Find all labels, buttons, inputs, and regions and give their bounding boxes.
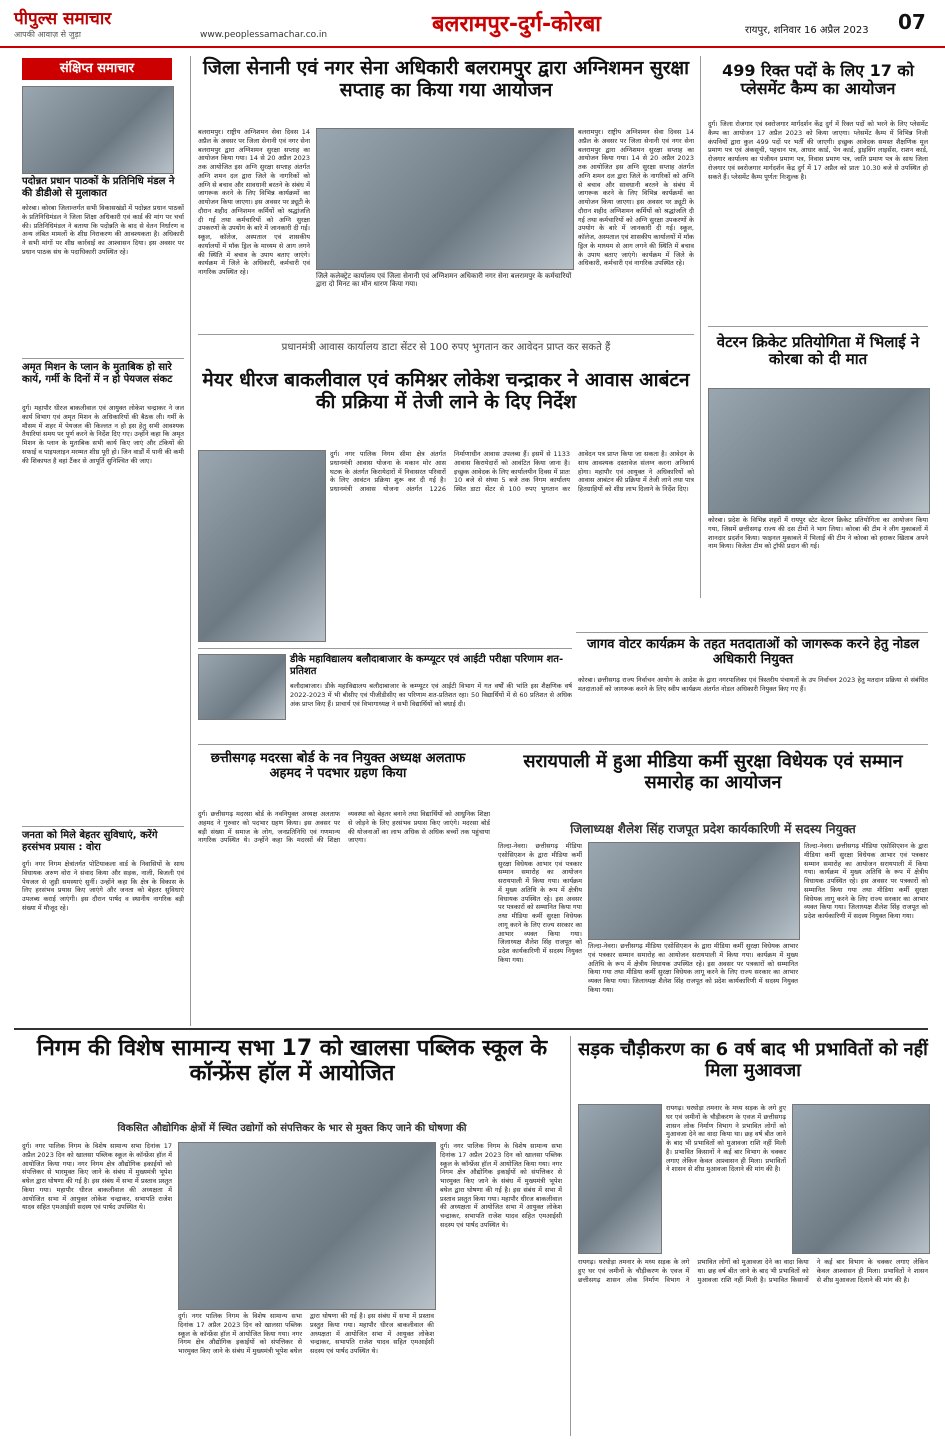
section-rule [14,1028,928,1030]
story2-headline: 499 रिक्त पदों के लिए 17 को प्लेसमेंट कैम्प का आयोजन [722,61,914,99]
divider [576,632,928,633]
divider [198,744,928,745]
story3-body: दुर्ग। नगर पालिक निगम सीमा क्षेत्र अंतर्गत प्रधानमंत्री आवास योजना के मकान मोर आस घटक के अंतर्गत किरायेदारों में निवासरत परिवारों के लिए आवंटन प्रक्रिया शुरू कर दी गई है। प्रधानमंत्री आवास योजना अंतर्गत 1226 निर्माणाधीन आवास उपलब्ध हैं। इसमें से 1133 आवास किरायेदारों को आवंटित किया जाना है। इच्छुक आवेदक के लिए कार्यालयीन दिवस में प्रातः 10 बजे से संध्या 5 बजे तक निगम कार्यालय स्थित डाटा सेंटर से 100 रुपए भुगतान कर आवेदन पत्र प्राप्त किया जा सकता है। आवेदन के साथ आवश्यक दस्तावेज संलग्न करना अनिवार्य होगा। महापौर एवं आयुक्त ने अधिकारियों को आवास आबंटन की प्रक्रिया में तेजी लाने तथा पात्र हितग्राहियों को शीघ्र लाभ दिलाने के निर्देश दिए। [330,450,694,494]
story3-headline: मेयर धीरज बाकलीवाल एवं कमिश्नर लोकेश चन्द्राकर ने आवास आबंटन की प्रक्रिया में तेजी लाने के दिए निर्देश [202,369,690,413]
story9-body-col3: दुर्ग। नगर पालिक निगम के विशेष सामान्य सभा दिनांक 17 अप्रैल 2023 दिन को खालसा पब्लिक स्कूल के कॉन्फ्रेंस हॉल में आयोजित किया गया। नगर निगम क्षेत्र औद्योगिक इकाईयों को संपत्तिकर से भारमुक्त किए जाने के संबंध में मुख्यमंत्री भूपेश बघेल द्वारा घोषणा की गई है। इस संबंध में सभा में प्रस्ताव प्रस्तुत किया गया। महापौर धीरज बाकलीवाल की अध्यक्षता में आयोजित सभा में आयुक्त लोकेश चन्द्राकर, सभापति राजेश यादव सहित एमआईसी सदस्य एवं पार्षद उपस्थित थे। [440,1142,562,1229]
story10-body: रायगढ़। घरघोड़ा तमनार के मध्य सड़क के लगे हुए घर एवं जमीनों के चौड़ीकरण के एवज में छत्तीसगढ़ शासन लोक निर्माण विभाग ने प्रभावित लोगों को मुआवजा देने का वादा किया था। छह वर्ष बीत जाने के बाद भी प्रभावितों को मुआवजा राशि नहीं मिली है। प्रभावित किसानों ने कई बार विभाग के चक्कर लगाए लेकिन केवल आश्वासन ही मिला। प्रभावितों ने शासन से शीघ्र मुआवजा दिलाने की मांग की है। [666,1104,786,1174]
story9-headline: निगम की विशेष सामान्य सभा 17 को खालसा पब्लिक स्कूल के कॉन्फ्रेंस हॉल में आयोजित [36,1036,548,1087]
column-divider [190,56,191,1026]
story3-kicker: प्रधानमंत्री आवास कार्यालय डाटा सेंटर से 100 रुपए भुगतान कर आवेदन प्राप्त कर सकते हैं [281,342,611,353]
story3-photo [198,450,326,642]
story9-body: दुर्ग। नगर पालिक निगम के विशेष सामान्य सभा दिनांक 17 अप्रैल 2023 दिन को खालसा पब्लिक स्कूल के कॉन्फ्रेंस हॉल में आयोजित किया गया। नगर निगम क्षेत्र औद्योगिक इकाईयों को संपत्तिकर से भारमुक्त किए जाने के संबंध में मुख्यमंत्री भूपेश बघेल द्वारा घोषणा की गई है। इस संबंध में सभा में प्रस्ताव प्रस्तुत किया गया। महापौर धीरज बाकलीवाल की अध्यक्षता में आयोजित सभा में आयुक्त लोकेश चन्द्राकर, सभापति राजेश यादव सहित एमआईसी सदस्य एवं पार्षद उपस्थित थे। [22,1142,172,1212]
story5-body: कोरबा। छत्तीसगढ़ राज्य निर्वाचन आयोग के आदेश के द्वारा नगरपालिका एवं त्रिस्तरीय पंचायतों के उप निर्वाचन 2023 हेतु मतदान प्रक्रिया से संबंधित मतदाताओं को जागरूक करने के लिए स्वीप कार्यक्रम अंतर्गत नोडल अधिकारी नियुक्त किए गए हैं। [578,676,928,693]
story8-headline: सरायपाली में हुआ मीडिया कर्मी सुरक्षा विधेयक एवं सम्मान समारोह का आयोजन [523,751,903,793]
story6-body: बलौदाबाजार। डीके महाविद्यालय बलौदाबाजार के कम्प्यूटर एवं आईटी विभाग में गत वर्षों की भांति इस शैक्षणिक वर्ष 2022-2023 में भी बीसीए एवं पीजीडीसीए का परिणाम शत-प्रतिशत रहा। 50 विद्यार्थियों में से 60 प्रतिशत से अधिक अंक प्राप्त किए हैं। प्राचार्य एवं विभागाध्यक्ष ने सभी विद्यार्थियों को बधाई दी। [290,682,572,708]
divider [198,648,572,649]
story4-photo [708,388,930,514]
story4-body: कोरबा। प्रदेश के विभिन्न शहरों में रायपुर स्टेट वेटरन क्रिकेट प्रतियोगिता का आयोजन किया गया, जिसमें छत्तीसगढ़ राज्य की दस टीमों ने भाग लिया। कोरबा की टीम ने लीग मुकाबलों में शानदार प्रदर्शन किया। फाइनल मुकाबले में भिलाई की टीम ने कोरबा को हराकर खिताब अपने नाम किया। विजेता टीम को ट्रॉफी प्रदान की गई। [708,516,928,551]
story1-headline: जिला सेनानी एवं नगर सेना अधिकारी बलरामपुर द्वारा अग्निशमन सुरक्षा सप्ताह का किया गया आयोजन [202,57,690,101]
divider [22,826,184,827]
column-divider [700,56,701,598]
story10-photo-small [578,1104,662,1254]
brief-headline-3: जनता को मिले बेहतर सुविधाएं, करेंगे हरसंभव प्रयास : वोरा [22,830,158,853]
story7-body: दुर्ग। छत्तीसगढ़ मदरसा बोर्ड के नवनियुक्त अध्यक्ष अलताफ अहमद ने गुरुवार को पदभार ग्रहण किया। इस अवसर पर बड़ी संख्या में समाज के लोग, जनप्रतिनिधि एवं गणमान्य नागरिक उपस्थित थे। उन्होंने कहा कि मदरसों की शिक्षा व्यवस्था को बेहतर बनाने तथा विद्यार्थियों को आधुनिक शिक्षा से जोड़ने के लिए हरसंभव प्रयास किए जाएंगे। मदरसा बोर्ड की योजनाओं का लाभ अधिक से अधिक बच्चों तक पहुंचाया जाएगा। [198,810,490,845]
story7-headline: छत्तीसगढ़ मदरसा बोर्ड के नव नियुक्त अध्यक्ष अलताफ अहमद ने पदभार ग्रहण किया [210,751,466,781]
brief-body-1: कोरबा। कोरबा जिलान्तर्गत सभी विकासखंडों में पदोन्नत प्रधान पाठकों के प्रतिनिधिमंडल ने जिला शिक्षा अधिकारी एवं कार्ड की मांग पर चर्चा की। प्रतिनिधिमंडल ने बताया कि पदोन्नति के बाद से वेतन निर्धारण व अन्य लंबित मामलों के शीघ्र निराकरण की आवश्यकता है। अधिकारी ने सभी मांगों पर शीघ्र कार्रवाई का आश्वासन दिया। इस अवसर पर प्रधान पाठक संघ के पदाधिकारी उपस्थित रहे। [22,204,184,256]
page-number: 07 [898,10,926,34]
column-divider [570,1036,571,1436]
story8-body-col3: तिल्दा-नेवरा। छत्तीसगढ़ मीडिया एसोसिएशन के द्वारा मीडिया कर्मी सुरक्षा विधेयक आभार एवं पत्रकार सम्मान समारोह का आयोजन सरायपाली में किया गया। कार्यक्रम में मुख्य अतिथि के रूप में क्षेत्रीय विधायक उपस्थित रहे। इस अवसर पर पत्रकारों को सम्मानित किया गया तथा मीडिया कर्मी सुरक्षा विधेयक लागू करने के लिए राज्य सरकार का आभार व्यक्त किया गया। जिलाध्यक्ष शैलेश सिंह राजपूत को प्रदेश कार्यकारिणी में सदस्य नियुक्त किया गया। [804,842,928,921]
divider [708,326,928,327]
brief-body-3: दुर्ग। नगर निगम क्षेत्रांतर्गत पोटियाकला वार्ड के निवासियों के साथ विधायक अरुण वोरा ने संवाद किया और सड़क, नाली, बिजली एवं पेयजल से जुड़ी समस्याएं सुनीं। उन्होंने कहा कि क्षेत्र के विकास के लिए हरसंभव प्रयास किए जाएंगे और जनता को बेहतर सुविधाएं उपलब्ध कराई जाएंगी। इस दौरान पार्षद व स्थानीय नागरिक बड़ी संख्या में मौजूद रहे। [22,860,184,912]
divider [198,334,694,335]
story9-body-cont: दुर्ग। नगर पालिक निगम के विशेष सामान्य सभा दिनांक 17 अप्रैल 2023 दिन को खालसा पब्लिक स्कूल के कॉन्फ्रेंस हॉल में आयोजित किया गया। नगर निगम क्षेत्र औद्योगिक इकाईयों को संपत्तिकर से भारमुक्त किए जाने के संबंध में मुख्यमंत्री भूपेश बघेल द्वारा घोषणा की गई है। इस संबंध में सभा में प्रस्ताव प्रस्तुत किया गया। महापौर धीरज बाकलीवाल की अध्यक्षता में आयोजित सभा में आयुक्त लोकेश चन्द्राकर, सभापति राजेश यादव सहित एमआईसी सदस्य एवं पार्षद उपस्थित थे। [178,1312,434,1356]
story10-headline: सड़क चौड़ीकरण का 6 वर्ष बाद भी प्रभावितों को नहीं मिला मुआवजा [578,1039,928,1081]
story10-photo [792,1104,930,1254]
brief-headline-2: अमृत मिशन के प्लान के मुताबिक हो सारे कार्य, गर्मी के दिनों में न हो पेयजल संकट [22,362,173,385]
story1-body: बलरामपुर। राष्ट्रीय अग्निशमन सेवा दिवस 14 अप्रैल के अवसर पर जिला सेनानी एवं नगर सेना बलरामपुर द्वारा अग्निशमन सुरक्षा सप्ताह का आयोजन किया गया। 14 से 20 अप्रैल 2023 तक आयोजित इस अग्नि सुरक्षा सप्ताह अंतर्गत अग्नि शमन दल द्वारा जिले के नागरिकों को अग्नि से बचाव और सावधानी बरतने के संबंध में जागरूक करने के लिए विभिन्न कार्यक्रमों का आयोजन किया जाएगा। इस अवसर पर ड्यूटी के दौरान शहीद अग्निशमन कर्मियों को श्रद्धांजलि दी गई तथा कर्मचारियों को अग्नि सुरक्षा उपकरणों के उपयोग के बारे में जानकारी दी गई। स्कूल, कॉलेज, अस्पताल एवं शासकीय कार्यालयों में मॉक ड्रिल के माध्यम से आग लगने की स्थिति में बचाव के उपाय बताए जाएंगे। कार्यक्रम में जिले के अधिकारी, कर्मचारी एवं नागरिक उपस्थित रहे। [198,128,310,277]
story2-body: दुर्ग। जिला रोजगार एवं स्वरोजगार मार्गदर्शन केंद्र दुर्ग में रिक्त पदों को भरने के लिए प्लेसमेंट कैम्प का आयोजन 17 अप्रैल 2023 को किया जाएगा। प्लेसमेंट कैम्प में विभिन्न निजी कंपनियों द्वारा कुल 499 पदों पर भर्ती की जाएगी। इच्छुक आवेदक समस्त शैक्षणिक मूल प्रमाण पत्र एवं अंकसूची, पहचान पत्र, आधार कार्ड, पेन कार्ड, ड्राइविंग लाइसेंस, राशन कार्ड, रोजगार कार्यालय का पंजीयन प्रमाण पत्र, निवास प्रमाण पत्र, जाति प्रमाण पत्र के साथ जिला रोजगार एवं स्वरोजगार मार्गदर्शन केंद्र दुर्ग में 17 अप्रैल को प्रातः 10.30 बजे से उपस्थित हो सकते हैं। प्लेसमेंट कैम्प पूर्णतः निःशुल्क है। [708,120,928,181]
story5-headline: जागव वोटर कार्यक्रम के तहत मतदाताओं को जागरूक करने हेतु नोडल अधिकारी नियुक्त [586,637,920,667]
story9-photo [178,1142,436,1310]
story6-photo [198,654,286,720]
brief-headline-1: पदोन्नत प्रधान पाठकों के प्रतिनिधि मंडल ने की डीडीओ से मुलाकात [22,176,175,199]
dateline: रायपुर, शनिवार 16 अप्रैल 2023 [745,25,869,36]
brief-photo [22,86,174,174]
newspaper-logo: पीपुल्स समाचार आपकी आवाज़ से जुड़ा [14,9,112,39]
story1-photo [316,128,574,270]
story9-subhead: विकसित औद्योगिक क्षेत्रों में स्थित उद्योगों को संपत्तिकर के भार से मुक्त किए जाने की घोषणा की [117,1123,467,1134]
story4-headline: वेटरन क्रिकेट प्रतियोगिता में भिलाई ने कोरबा को दी मात [716,333,920,369]
story8-body-cont: तिल्दा-नेवरा। छत्तीसगढ़ मीडिया एसोसिएशन के द्वारा मीडिया कर्मी सुरक्षा विधेयक आभार एवं पत्रकार सम्मान समारोह का आयोजन सरायपाली में किया गया। कार्यक्रम में मुख्य अतिथि के रूप में क्षेत्रीय विधायक उपस्थित रहे। इस अवसर पर पत्रकारों को सम्मानित किया गया तथा मीडिया कर्मी सुरक्षा विधेयक लागू करने के लिए राज्य सरकार का आभार व्यक्त किया गया। जिलाध्यक्ष शैलेश सिंह राजपूत को प्रदेश कार्यकारिणी में सदस्य नियुक्त किया गया। [588,942,798,994]
story8-subhead: जिलाध्यक्ष शैलेश सिंह राजपूत प्रदेश कार्यकारिणी में सदस्य नियुक्त [570,822,856,836]
divider [22,358,184,359]
story10-body-cont: रायगढ़। घरघोड़ा तमनार के मध्य सड़क के लगे हुए घर एवं जमीनों के चौड़ीकरण के एवज में छत्तीसगढ़ शासन लोक निर्माण विभाग ने प्रभावित लोगों को मुआवजा देने का वादा किया था। छह वर्ष बीत जाने के बाद भी प्रभावितों को मुआवजा राशि नहीं मिली है। प्रभावित किसानों ने कई बार विभाग के चक्कर लगाए लेकिन केवल आश्वासन ही मिला। प्रभावितों ने शासन से शीघ्र मुआवजा दिलाने की मांग की है। [578,1258,928,1284]
story1-caption: जिले कलेक्ट्रेट कार्यालय एवं जिला सेनानी एवं अग्निशमन अधिकारी नगर सेना बलरामपुर के कर्मचारियों द्वारा दो मिनट का मौन धारण किया गया। [316,272,572,289]
brief-body-2: दुर्ग। महापौर धीरज बाकलीवाल एवं आयुक्त लोकेश चन्द्राकर ने जल कार्य विभाग एवं अमृत मिशन के अधिकारियों की बैठक ली। गर्मी के मौसम में शहर में पेयजल की किल्लत न हो इस हेतु सभी आवश्यक तैयारियां समय पर पूर्ण करने के निर्देश दिए गए। उन्होंने कहा कि अमृत मिशन के प्लान के मुताबिक सभी कार्य किए जाएं और टंकियों की सफाई व पाइपलाइन मरम्मत शीघ्र पूरी हो। जिन वार्डों में पानी की कमी की शिकायत है वहां टैंकर से आपूर्ति सुनिश्चित की जाए। [22,404,184,465]
website-url: www.peoplessamachar.co.in [200,30,328,40]
story6-headline: डीके महाविद्यालय बलौदाबाजार के कम्प्यूटर एवं आईटी परीक्षा परिणाम शत-प्रतिशत [290,654,564,677]
story8-body: तिल्दा-नेवरा। छत्तीसगढ़ मीडिया एसोसिएशन के द्वारा मीडिया कर्मी सुरक्षा विधेयक आभार एवं पत्रकार सम्मान समारोह का आयोजन सरायपाली में किया गया। कार्यक्रम में मुख्य अतिथि के रूप में क्षेत्रीय विधायक उपस्थित रहे। इस अवसर पर पत्रकारों को सम्मानित किया गया तथा मीडिया कर्मी सुरक्षा विधेयक लागू करने के लिए राज्य सरकार का आभार व्यक्त किया गया। जिलाध्यक्ष शैलेश सिंह राजपूत को प्रदेश कार्यकारिणी में सदस्य नियुक्त किया गया। [498,842,582,964]
story8-photo [588,842,800,940]
section-title: बलरामपुर-दुर्ग-कोरबा [432,12,602,37]
story1-body-cont: बलरामपुर। राष्ट्रीय अग्निशमन सेवा दिवस 14 अप्रैल के अवसर पर जिला सेनानी एवं नगर सेना बलरामपुर द्वारा अग्निशमन सुरक्षा सप्ताह का आयोजन किया गया। 14 से 20 अप्रैल 2023 तक आयोजित इस अग्नि सुरक्षा सप्ताह अंतर्गत अग्नि शमन दल द्वारा जिले के नागरिकों को अग्नि से बचाव और सावधानी बरतने के संबंध में जागरूक करने के लिए विभिन्न कार्यक्रमों का आयोजन किया जाएगा। इस अवसर पर ड्यूटी के दौरान शहीद अग्निशमन कर्मियों को श्रद्धांजलि दी गई तथा कर्मचारियों को अग्नि सुरक्षा उपकरणों के उपयोग के बारे में जानकारी दी गई। स्कूल, कॉलेज, अस्पताल एवं शासकीय कार्यालयों में मॉक ड्रिल के माध्यम से आग लगने की स्थिति में बचाव के उपाय बताए जाएंगे। कार्यक्रम में जिले के अधिकारी, कर्मचारी एवं नागरिक उपस्थित रहे। [578,128,694,268]
brief-news-label: संक्षिप्त समाचार [22,58,172,80]
